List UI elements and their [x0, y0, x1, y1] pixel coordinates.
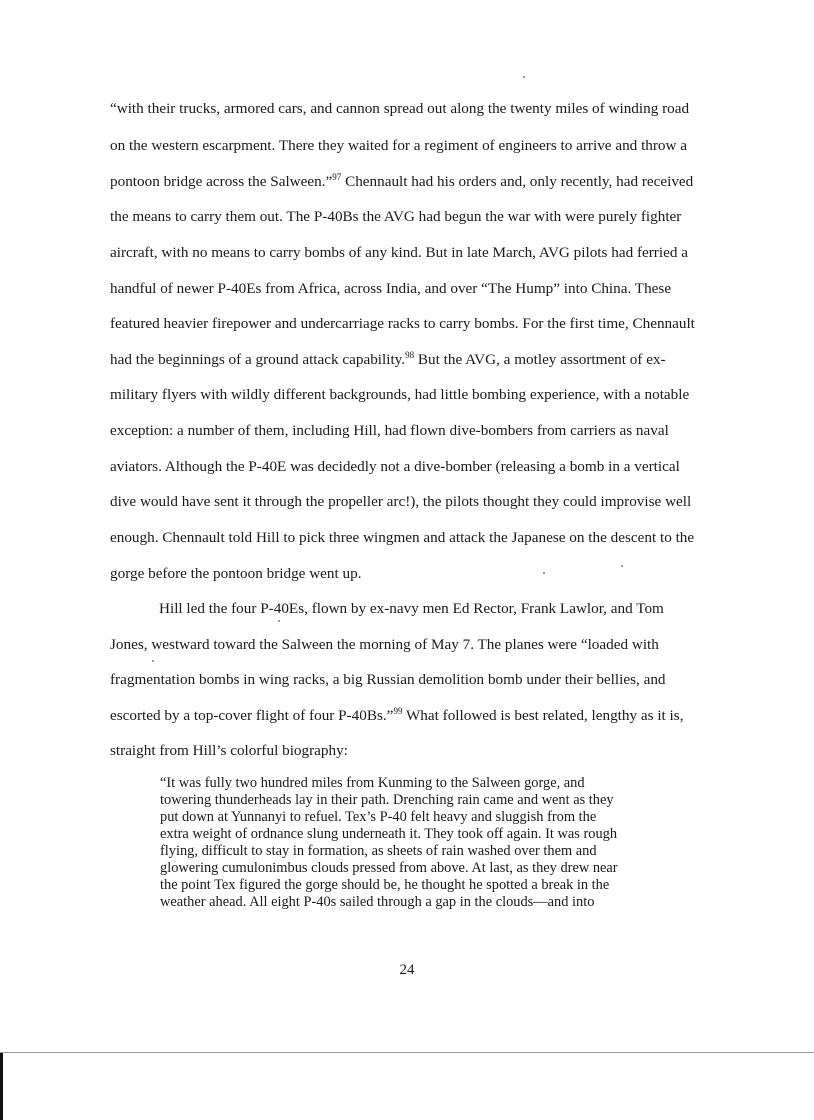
body-line: fragmentation bombs in wing racks, a big Russian demolition bomb under their bellies, and [110, 671, 666, 688]
footnote-marker: 99 [393, 706, 403, 716]
footnote-marker: 98 [405, 350, 415, 360]
scan-speck [278, 620, 280, 622]
body-line: pontoon bridge across the Salween.”$^{97}$ Chennault had his orders and, only recently, had received [110, 172, 694, 190]
body-line: military flyers with wildly different backgrounds, had little bombing experience, with a notable [110, 386, 690, 403]
scan-speck [523, 76, 525, 78]
quote-line: flying, difficult to stay in formation, as sheets of rain washed over them and [160, 843, 597, 859]
body-line: straight from Hill’s colorful biography: [110, 742, 348, 759]
body-line: handful of newer P-40Es from Africa, across India, and over “The Hump” into China. These [110, 280, 672, 297]
body-line: aviators. Although the P-40E was decidedly not a dive-bomber (releasing a bomb in a vertical [110, 458, 680, 475]
quote-line: extra weight of ordnance slung underneath it. They took off again. It was rough [160, 826, 618, 842]
quote-line: the point Tex figured the gorge should be, he thought he spotted a break in the [160, 877, 610, 893]
quote-line: towering thunderheads lay in their path. Drenching rain came and went as they [160, 792, 614, 808]
body-line: featured heavier firepower and undercarriage racks to carry bombs. For the first time, Chennault [110, 315, 695, 332]
body-line: Jones, westward toward the Salween the morning of May 7. The planes were “loaded with [110, 636, 659, 653]
scan-edge-line [0, 1052, 814, 1053]
scan-edge-bar [0, 1053, 3, 1120]
body-line: Hill led the four P-40Es, flown by ex-navy men Ed Rector, Frank Lawlor, and Tom [159, 600, 664, 617]
body-line: enough. Chennault told Hill to pick three wingmen and attack the Japanese on the descent to the [110, 529, 695, 546]
body-line: dive would have sent it through the propeller arc!), the pilots thought they could improvise well [110, 493, 692, 510]
body-line: on the western escarpment. There they waited for a regiment of engineers to arrive and throw a [110, 137, 688, 154]
body-line: escorted by a top-cover flight of four P-40Bs.”$^{99}$ What followed is best related, lengthy as it is, [110, 706, 684, 724]
body-line: had the beginnings of a ground attack capability.$^{98}$ But the AVG, a motley assortment of ex- [110, 350, 666, 368]
body-line: exception: a number of them, including Hill, had flown dive-bombers from carriers as naval [110, 422, 669, 439]
body-line: “with their trucks, armored cars, and cannon spread out along the twenty miles of winding road [110, 100, 690, 117]
scan-speck [152, 660, 154, 662]
body-line: the means to carry them out. The P-40Bs the AVG had begun the war with were purely fighter [110, 208, 682, 225]
scan-speck [543, 572, 545, 574]
page-number: 24 [399, 962, 415, 978]
quote-line: “It was fully two hundred miles from Kunming to the Salween gorge, and [160, 775, 585, 791]
footnote-marker: 97 [332, 172, 342, 182]
quote-line: glowering cumulonimbus clouds pressed from above. At last, as they drew near [160, 860, 618, 876]
body-line: gorge before the pontoon bridge went up. [110, 565, 362, 582]
body-line: aircraft, with no means to carry bombs of any kind. But in late March, AVG pilots had ferried a [110, 244, 688, 261]
scan-speck [621, 565, 623, 567]
quote-line: put down at Yunnanyi to refuel. Tex’s P-40 felt heavy and sluggish from the [160, 809, 597, 825]
quote-line: weather ahead. All eight P-40s sailed through a gap in the clouds—and into [160, 894, 595, 910]
